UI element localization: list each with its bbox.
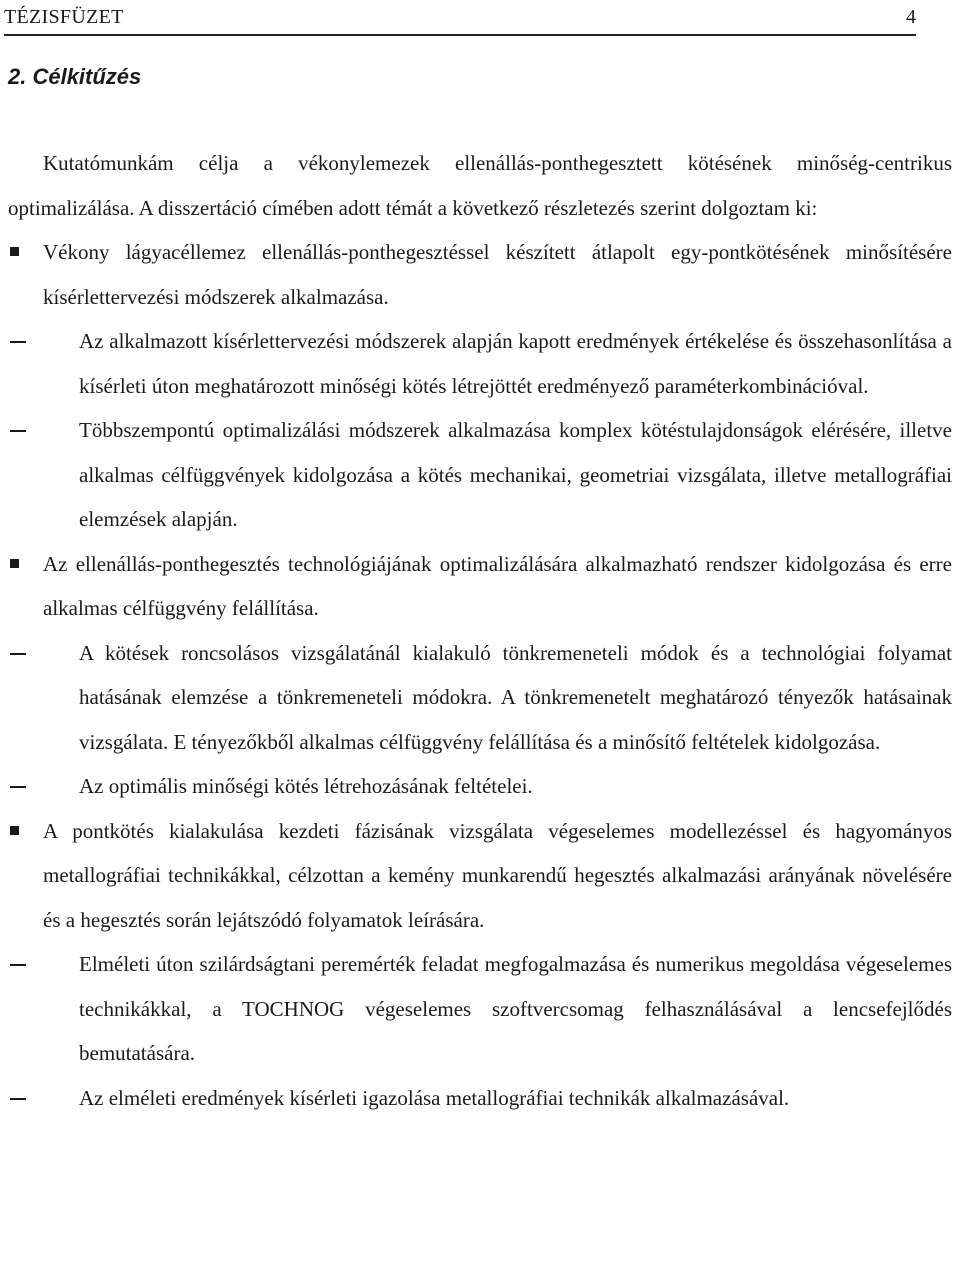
- sub-objective-text: Többszempontú optimalizálási módszerek alkalmazása komplex kötéstulajdonságok elérésére, illetve alkalmas célfüggvények kidolgozása a kötés mechanikai, geometriai vizsgálata, illetve metallográfiai elemzések alapján.: [79, 418, 952, 531]
- sub-objective-item: [43, 631, 952, 765]
- objective-text: Vékony lágyacéllemez ellenállás-ponthegesztéssel készített átlapolt egy-pontkötésének minősítésére kísérlettervezési módszerek alkalmazása.: [43, 240, 952, 309]
- square-bullet-icon: [10, 247, 19, 256]
- objective-text: A pontkötés kialakulása kezdeti fázisának vizsgálata végeselemes modellezéssel és hagyományos metallográfiai technikákkal, célzottan a kemény munkarendű hegesztés alkalmazási arányának növelésére és a hegesztés során lejátszódó folyamatok leírására.: [43, 818, 952, 932]
- sub-objective-text: Az elméleti eredmények kísérleti igazolása metallográfiai technikák alkalmazásával.: [79, 1085, 790, 1110]
- sub-objective-text: A kötések roncsolásos vizsgálatánál kialakuló tönkremeneteli módok és a technológiai folyamat hatásának elemzése a tönkremeneteli módokra. A tönkremenetelt meghatározó tényezők hatásainak vizsgálata. E tényezőkből alkalmas célfüggvény felállítása és a minősítő feltételek kidolgozása.: [79, 640, 952, 754]
- intro-paragraph: Kutatómunkám célja a vékonylemezek ellenállás-ponthegesztett kötésének minőség-centrikus optimalizálása. A disszertáció címében adott témát a következő részletezés szerint dolgoztam ki:: [8, 151, 952, 220]
- dash-bullet-icon: [10, 964, 26, 966]
- square-bullet-icon: [10, 559, 19, 568]
- sub-objective-list: [43, 319, 952, 542]
- document-body: [8, 141, 952, 1120]
- sub-objective-item: [43, 1076, 952, 1121]
- objective-item: [8, 809, 952, 1121]
- header-title: TÉZISFÜZET: [4, 6, 124, 28]
- objective-text: Az ellenállás-ponthegesztés technológiájának optimalizálására alkalmazható rendszer kidolgozása és erre alkalmas célfüggvény felállítása.: [43, 551, 952, 620]
- sub-objective-text: Az alkalmazott kísérlettervezési módszerek alapján kapott eredmények értékelése és összehasonlítása a kísérleti úton meghatározott minőségi kötés létrejöttét eredményező paraméterkombinációval.: [79, 329, 952, 398]
- sub-objective-list: [43, 942, 952, 1120]
- dash-bullet-icon: [10, 653, 26, 655]
- dash-bullet-icon: [10, 1098, 26, 1100]
- section-heading: 2. Célkitűzés: [8, 64, 142, 89]
- page-number: 4: [906, 6, 916, 28]
- sub-objective-item: [43, 319, 952, 408]
- dash-bullet-icon: [10, 430, 26, 432]
- sub-objective-item: [43, 764, 952, 809]
- sub-objective-text: Elméleti úton szilárdságtani peremérték feladat megfogalmazása és numerikus megoldása végeselemes technikákkal, a TOCHNOG végeselemes szoftvercsomag felhasználásával a lencsefejlődés bemutatására.: [79, 952, 952, 1065]
- square-bullet-icon: [10, 826, 19, 835]
- sub-objective-list: [43, 631, 952, 809]
- dash-bullet-icon: [10, 786, 26, 788]
- sub-objective-item: [43, 942, 952, 1076]
- objective-item: [8, 542, 952, 809]
- page-header: [4, 4, 916, 36]
- sub-objective-text: Az optimális minőségi kötés létrehozásának feltételei.: [79, 774, 533, 798]
- dash-bullet-icon: [10, 341, 26, 343]
- objective-list: [8, 230, 952, 1120]
- objective-item: [8, 230, 952, 542]
- sub-objective-item: [43, 408, 952, 542]
